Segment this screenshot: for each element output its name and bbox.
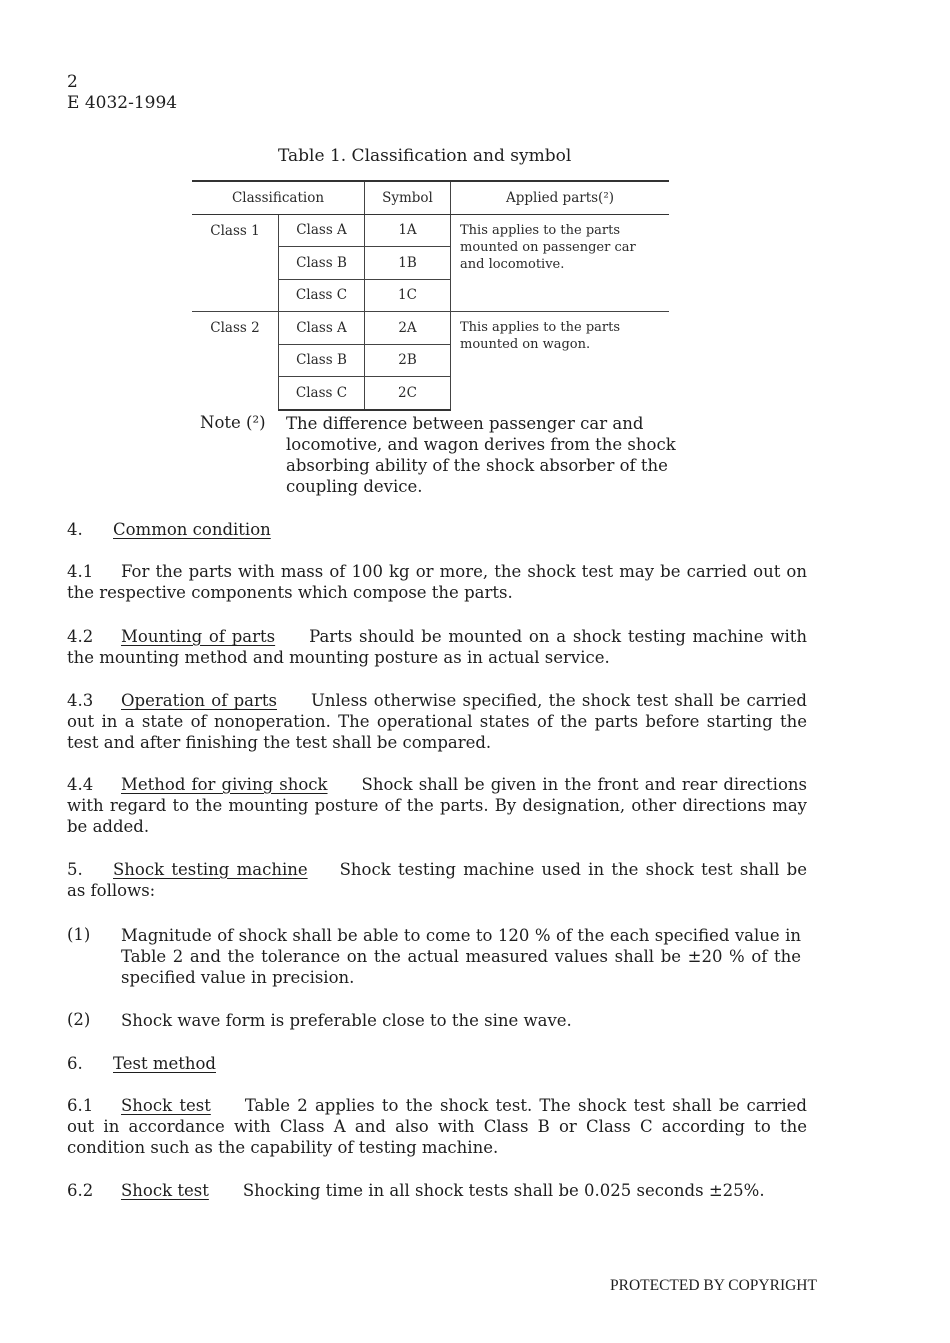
symbol-cell: 1B bbox=[365, 247, 451, 280]
note-text: The difference between passenger car and locomotive, and wagon derives from the shock absorbing ability of the shock absorber of the coupling device. bbox=[286, 414, 676, 496]
clause-title: Shock test bbox=[121, 1096, 211, 1115]
sub-class-cell: Class A bbox=[279, 214, 365, 247]
clause-text: For the parts with mass of 100 kg or more, the shock test may be carried out on the respective components which compose the parts. bbox=[67, 562, 807, 603]
symbol-cell: 1C bbox=[365, 279, 451, 312]
list-item-number: (1) bbox=[67, 925, 91, 944]
applied-parts-class-1: This applies to the parts mounted on passenger car and locomotive. bbox=[460, 222, 636, 272]
clause-text: Unless otherwise specified, the shock test shall be carried out in a state of nonoperation. The operational states of the parts before starting the test and after finishing the test shall be compared. bbox=[67, 691, 807, 753]
classification-table bbox=[192, 180, 669, 411]
clause-text: Shock shall be given in the front and rear directions with regard to the mounting posture of the parts. By designation, other directions may be added. bbox=[67, 775, 807, 837]
clause-number: 4.4 bbox=[67, 775, 94, 794]
clause-6-2 bbox=[67, 1180, 807, 1201]
sub-class-cell: Class B bbox=[279, 247, 365, 280]
list-item-number: (2) bbox=[67, 1010, 91, 1029]
section-title: Common condition bbox=[113, 520, 271, 539]
clause-title: Mounting of parts bbox=[121, 627, 276, 646]
clause-text: Table 2 applies to the shock test. The shock test shall be carried out in accordance with Class A and also with Class B or Class C according to the condition such as the capability of testing machine. bbox=[67, 1096, 807, 1158]
clause-number: 4.2 bbox=[67, 627, 94, 646]
section-title: Test method bbox=[113, 1054, 216, 1073]
list-item-text: Shock wave form is preferable close to the sine wave. bbox=[121, 1011, 572, 1030]
group-class-1: Class 1 bbox=[192, 214, 279, 312]
document-code: E 4032-1994 bbox=[67, 93, 178, 113]
clause-4-4 bbox=[67, 774, 807, 838]
symbol-cell: 2C bbox=[365, 377, 451, 410]
clause-number: 4.3 bbox=[67, 691, 94, 710]
section-number: 4. bbox=[67, 520, 83, 539]
table-row bbox=[192, 214, 669, 247]
section-5 bbox=[67, 859, 807, 901]
section-number: 5. bbox=[67, 860, 83, 879]
clause-4-3 bbox=[67, 690, 807, 754]
sub-class-cell: Class C bbox=[279, 377, 365, 410]
section-text: Shock testing machine used in the shock test shall be as follows: bbox=[67, 860, 807, 901]
sub-class-cell: Class A bbox=[279, 312, 365, 345]
header-applied-parts: Applied parts(²) bbox=[451, 181, 670, 214]
sub-class-cell: Class B bbox=[279, 344, 365, 377]
copyright-notice: PROTECTED BY COPYRIGHT bbox=[610, 1277, 817, 1294]
sub-class-cell: Class C bbox=[279, 279, 365, 312]
section-title: Shock testing machine bbox=[113, 860, 308, 879]
section-6-heading bbox=[67, 1053, 216, 1074]
note-label: Note (²) bbox=[200, 413, 266, 432]
applied-parts-class-2: This applies to the parts mounted on wagon. bbox=[451, 312, 670, 410]
clause-6-1 bbox=[67, 1095, 807, 1159]
table-caption: Table 1. Classification and symbol bbox=[278, 146, 572, 166]
symbol-cell: 1A bbox=[365, 214, 451, 247]
clause-number: 6.2 bbox=[67, 1181, 94, 1200]
clause-text: Shocking time in all shock tests shall be 0.025 seconds ±25%. bbox=[242, 1181, 765, 1200]
table-header-row bbox=[192, 181, 669, 214]
clause-title: Shock test bbox=[121, 1181, 209, 1200]
table-row bbox=[192, 312, 669, 345]
clause-title: Method for giving shock bbox=[121, 775, 328, 794]
clause-4-2 bbox=[67, 626, 807, 668]
clause-title: Operation of parts bbox=[121, 691, 277, 710]
header-symbol: Symbol bbox=[365, 181, 451, 214]
group-class-2: Class 2 bbox=[192, 312, 279, 410]
clause-4-1 bbox=[67, 561, 807, 603]
clause-text: Parts should be mounted on a shock testing machine with the mounting method and mounting posture as in actual service. bbox=[67, 627, 807, 668]
symbol-cell: 2A bbox=[365, 312, 451, 345]
header-classification: Classification bbox=[192, 181, 365, 214]
section-number: 6. bbox=[67, 1054, 83, 1073]
section-4-heading bbox=[67, 519, 271, 540]
clause-number: 4.1 bbox=[67, 562, 94, 581]
page-number: 2 bbox=[67, 72, 78, 92]
list-item-text: Magnitude of shock shall be able to come to 120 % of the each specified value in Table 2 and the tolerance on the actual measured values shall be ±20 % of the specified value in precision. bbox=[121, 926, 801, 988]
clause-number: 6.1 bbox=[67, 1096, 94, 1115]
symbol-cell: 2B bbox=[365, 344, 451, 377]
